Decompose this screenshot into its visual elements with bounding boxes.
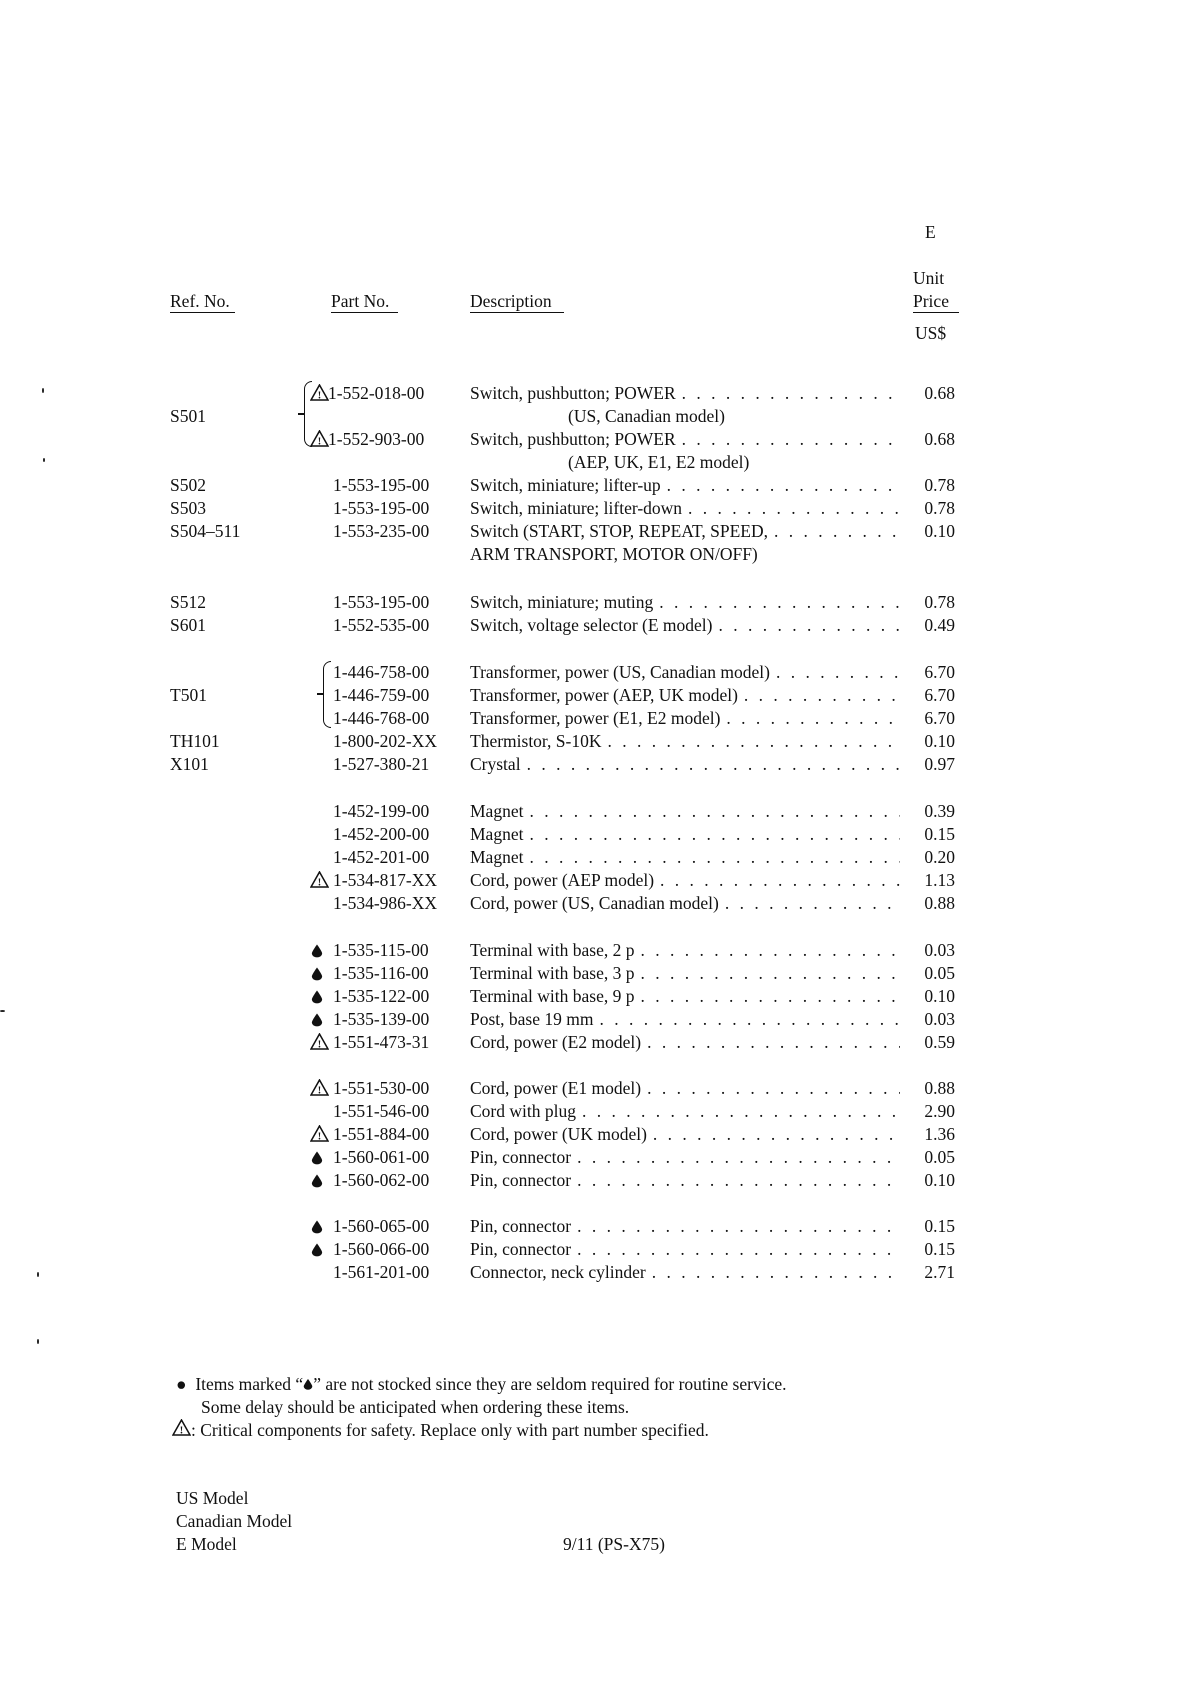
part-no: 1-552-535-00 bbox=[333, 615, 430, 635]
unit-price: 0.39 bbox=[924, 801, 955, 821]
description-text: Connector, neck cylinder bbox=[470, 1262, 646, 1282]
group-brace-tip bbox=[298, 413, 304, 415]
description-text: Switch, voltage selector (E model) bbox=[470, 615, 713, 635]
description-text: Thermistor, S-10K bbox=[470, 731, 602, 751]
part-no: 1-800-202-XX bbox=[333, 731, 438, 751]
leader-dots bbox=[641, 962, 901, 984]
ref-no: X101 bbox=[170, 754, 209, 774]
part-no: 1-535-116-00 bbox=[333, 963, 429, 983]
description-text: Switch, pushbutton; POWER bbox=[470, 383, 676, 403]
description bbox=[470, 1169, 904, 1191]
svg-text:!: ! bbox=[317, 1039, 322, 1050]
leader-dots bbox=[667, 474, 900, 496]
description-text: Terminal with base, 3 p bbox=[470, 963, 635, 983]
ref-no-group: T501 bbox=[170, 685, 207, 705]
not-stocked-drop-icon bbox=[311, 1171, 323, 1193]
part-no: 1-452-201-00 bbox=[333, 847, 430, 867]
svg-text:!: ! bbox=[317, 877, 322, 888]
leader-dots bbox=[744, 684, 900, 706]
description bbox=[470, 869, 904, 891]
footer-model-canadian: Canadian Model bbox=[176, 1511, 293, 1531]
part-no: 1-560-065-00 bbox=[333, 1216, 430, 1236]
unit-price: 0.88 bbox=[924, 893, 955, 913]
svg-text:!: ! bbox=[317, 1131, 322, 1142]
description-text: Magnet bbox=[470, 847, 524, 867]
description bbox=[470, 1123, 904, 1145]
unit-price: 0.49 bbox=[924, 615, 955, 635]
part-no: 1-534-986-XX bbox=[333, 893, 438, 913]
group-brace-tip bbox=[317, 693, 323, 695]
unit-price: 6.70 bbox=[924, 708, 955, 728]
unit-price: 0.97 bbox=[924, 754, 955, 774]
scan-speck bbox=[42, 388, 44, 393]
unit-price: 6.70 bbox=[924, 662, 955, 682]
description-text: Switch, pushbutton; POWER bbox=[470, 429, 676, 449]
description-text: Transformer, power (E1, E2 model) bbox=[470, 708, 721, 728]
description bbox=[470, 1008, 904, 1030]
description-subline: (AEP, UK, E1, E2 model) bbox=[568, 452, 750, 472]
unit-price: 0.88 bbox=[924, 1078, 955, 1098]
leader-dots bbox=[682, 428, 900, 450]
leader-dots bbox=[577, 1146, 900, 1168]
leader-dots bbox=[577, 1238, 900, 1260]
description bbox=[470, 753, 904, 775]
unit-price: 2.90 bbox=[924, 1101, 955, 1121]
description-text: Terminal with base, 9 p bbox=[470, 986, 635, 1006]
description-text: Magnet bbox=[470, 801, 524, 821]
ref-no-group: S501 bbox=[170, 406, 206, 426]
header-description: Description bbox=[470, 290, 564, 313]
leader-dots bbox=[726, 707, 900, 729]
part-no: 1-446-758-00 bbox=[333, 662, 430, 682]
ref-no: S601 bbox=[170, 615, 206, 635]
description bbox=[470, 1100, 904, 1122]
leader-dots bbox=[659, 591, 900, 613]
description-text: Switch (START, STOP, REPEAT, SPEED, bbox=[470, 521, 769, 541]
header-unit: Unit bbox=[913, 268, 945, 288]
unit-price: 0.78 bbox=[924, 475, 955, 495]
description bbox=[470, 1031, 904, 1053]
description bbox=[470, 823, 904, 845]
unit-price: 0.78 bbox=[924, 592, 955, 612]
not-stocked-drop-icon bbox=[311, 1240, 323, 1262]
description-continuation: ARM TRANSPORT, MOTOR ON/OFF) bbox=[470, 544, 758, 564]
warning-triangle-icon bbox=[310, 1079, 329, 1101]
unit-price: 0.10 bbox=[924, 731, 955, 751]
description bbox=[470, 1077, 904, 1099]
description bbox=[470, 1215, 904, 1237]
description-text: Crystal bbox=[470, 754, 521, 774]
unit-price: 0.68 bbox=[924, 429, 955, 449]
footer-model-us: US Model bbox=[176, 1488, 249, 1508]
note-delay: Some delay should be anticipated when ordering these items. bbox=[201, 1397, 630, 1417]
group-brace bbox=[304, 381, 312, 447]
description bbox=[470, 661, 904, 683]
description bbox=[470, 520, 904, 542]
description-text: Cord, power (AEP model) bbox=[470, 870, 655, 890]
description-text: Cord with plug bbox=[470, 1101, 576, 1121]
description bbox=[470, 962, 904, 984]
note-safety bbox=[172, 1419, 709, 1441]
ref-no: TH101 bbox=[170, 731, 220, 751]
ref-no: S502 bbox=[170, 475, 206, 495]
leader-dots bbox=[660, 869, 900, 891]
description bbox=[470, 730, 904, 752]
description bbox=[470, 939, 904, 961]
unit-price: 0.15 bbox=[924, 824, 955, 844]
svg-text:!: ! bbox=[317, 1085, 322, 1096]
ref-no: S504–511 bbox=[170, 521, 241, 541]
description bbox=[470, 985, 904, 1007]
not-stocked-drop-icon bbox=[311, 1010, 323, 1032]
leader-dots bbox=[529, 846, 900, 868]
description-text: Magnet bbox=[470, 824, 524, 844]
not-stocked-drop-icon bbox=[303, 1378, 313, 1390]
part-no: 1-446-768-00 bbox=[333, 708, 430, 728]
description bbox=[470, 497, 904, 519]
description-text: Pin, connector bbox=[470, 1216, 572, 1236]
scan-speck bbox=[37, 1272, 39, 1277]
part-no: 1-551-884-00 bbox=[333, 1124, 430, 1144]
description bbox=[470, 428, 904, 450]
part-no: 1-551-530-00 bbox=[333, 1078, 430, 1098]
description-text: Post, base 19 mm bbox=[470, 1009, 594, 1029]
leader-dots bbox=[776, 661, 900, 683]
unit-price: 0.15 bbox=[924, 1239, 955, 1259]
leader-dots bbox=[688, 497, 900, 519]
unit-price: 0.78 bbox=[924, 498, 955, 518]
description-text: Pin, connector bbox=[470, 1170, 572, 1190]
part-no: 1-553-195-00 bbox=[333, 498, 430, 518]
part-no: 1-551-473-31 bbox=[333, 1032, 430, 1052]
description bbox=[470, 800, 904, 822]
footer-model-e: E Model bbox=[176, 1534, 237, 1554]
page-number: 9/11 (PS-X75) bbox=[563, 1534, 665, 1554]
unit-price: 1.36 bbox=[924, 1124, 955, 1144]
description-text: Cord, power (UK model) bbox=[470, 1124, 647, 1144]
unit-price: 0.10 bbox=[924, 986, 955, 1006]
note-safety-text: : Critical components for safety. Replace only with part number specified. bbox=[191, 1420, 709, 1440]
leader-dots bbox=[652, 1261, 900, 1283]
unit-price: 0.10 bbox=[924, 521, 955, 541]
part-no: 1-553-195-00 bbox=[333, 475, 430, 495]
part-no: 1-535-139-00 bbox=[333, 1009, 430, 1029]
page-letter: E bbox=[925, 222, 936, 242]
description-text: Switch, miniature; muting bbox=[470, 592, 654, 612]
unit-price: 0.59 bbox=[924, 1032, 955, 1052]
description-text: Cord, power (E1 model) bbox=[470, 1078, 642, 1098]
description-text: Cord, power (US, Canadian model) bbox=[470, 893, 719, 913]
description-text: Pin, connector bbox=[470, 1147, 572, 1167]
description bbox=[470, 614, 904, 636]
leader-dots bbox=[641, 985, 901, 1007]
warning-triangle-icon bbox=[172, 1419, 191, 1436]
description bbox=[470, 382, 904, 404]
leader-dots bbox=[774, 520, 900, 542]
header-price: Price bbox=[913, 290, 959, 313]
part-no: 1-560-062-00 bbox=[333, 1170, 430, 1190]
header-part-no: Part No. bbox=[331, 290, 398, 313]
part-no: 1-561-201-00 bbox=[333, 1262, 430, 1282]
part-no: 1-560-066-00 bbox=[333, 1239, 430, 1259]
part-no: 1-452-199-00 bbox=[333, 801, 430, 821]
unit-price: 0.05 bbox=[924, 1147, 955, 1167]
not-stocked-drop-icon bbox=[311, 941, 323, 963]
description-text: Transformer, power (US, Canadian model) bbox=[470, 662, 770, 682]
leader-dots bbox=[582, 1100, 900, 1122]
leader-dots bbox=[682, 382, 900, 404]
description bbox=[470, 591, 904, 613]
part-no: 1-535-122-00 bbox=[333, 986, 430, 1006]
unit-price: 0.20 bbox=[924, 847, 955, 867]
description bbox=[470, 1261, 904, 1283]
part-no: 1-534-817-XX bbox=[333, 870, 438, 890]
warning-triangle-icon bbox=[310, 871, 329, 893]
leader-dots bbox=[529, 800, 900, 822]
part-no: 1-553-195-00 bbox=[333, 592, 430, 612]
scan-speck bbox=[43, 458, 45, 462]
unit-price: 0.05 bbox=[924, 963, 955, 983]
svg-text:!: ! bbox=[317, 436, 322, 447]
note-not-stocked bbox=[176, 1373, 786, 1395]
note-text-post: ” are not stocked since they are seldom required for routine service. bbox=[313, 1374, 787, 1394]
unit-price: 0.10 bbox=[924, 1170, 955, 1190]
leader-dots bbox=[647, 1077, 900, 1099]
note-text-pre: Items marked “ bbox=[195, 1374, 304, 1394]
warning-triangle-icon bbox=[310, 1033, 329, 1055]
unit-price: 0.03 bbox=[924, 940, 955, 960]
description-text: Terminal with base, 2 p bbox=[470, 940, 635, 960]
part-no: 1-446-759-00 bbox=[333, 685, 430, 705]
bullet-icon: ● bbox=[176, 1374, 187, 1394]
ref-no: S503 bbox=[170, 498, 206, 518]
leader-dots bbox=[647, 1031, 900, 1053]
description bbox=[470, 892, 904, 914]
unit-price: 0.15 bbox=[924, 1216, 955, 1236]
group-brace bbox=[323, 661, 331, 728]
svg-text:!: ! bbox=[317, 390, 322, 401]
scan-speck bbox=[37, 1339, 39, 1344]
header-currency: US$ bbox=[915, 323, 947, 343]
unit-price: 0.68 bbox=[924, 383, 955, 403]
header-ref-no: Ref. No. bbox=[170, 290, 235, 313]
unit-price: 0.03 bbox=[924, 1009, 955, 1029]
description bbox=[470, 1146, 904, 1168]
part-no: 1-535-115-00 bbox=[333, 940, 429, 960]
leader-dots bbox=[577, 1215, 900, 1237]
description-text: Switch, miniature; lifter-up bbox=[470, 475, 661, 495]
description-text: Switch, miniature; lifter-down bbox=[470, 498, 683, 518]
description-text: Cord, power (E2 model) bbox=[470, 1032, 642, 1052]
description bbox=[470, 846, 904, 868]
leader-dots bbox=[725, 892, 900, 914]
svg-text:!: ! bbox=[179, 1425, 184, 1436]
leader-dots bbox=[599, 1008, 900, 1030]
description bbox=[470, 684, 904, 706]
unit-price: 2.71 bbox=[924, 1262, 955, 1282]
description bbox=[470, 474, 904, 496]
warning-triangle-icon bbox=[310, 384, 329, 406]
unit-price: 6.70 bbox=[924, 685, 955, 705]
leader-dots bbox=[641, 939, 901, 961]
description bbox=[470, 1238, 904, 1260]
description bbox=[470, 707, 904, 729]
not-stocked-drop-icon bbox=[311, 1148, 323, 1170]
part-no: 1-452-200-00 bbox=[333, 824, 430, 844]
part-no: 1-552-018-00 bbox=[328, 383, 425, 403]
leader-dots bbox=[608, 730, 900, 752]
description-text: Pin, connector bbox=[470, 1239, 572, 1259]
not-stocked-drop-icon bbox=[311, 964, 323, 986]
leader-dots bbox=[653, 1123, 900, 1145]
part-no: 1-552-903-00 bbox=[328, 429, 425, 449]
leader-dots bbox=[527, 753, 900, 775]
warning-triangle-icon bbox=[310, 1125, 329, 1147]
part-no: 1-527-380-21 bbox=[333, 754, 430, 774]
warning-triangle-icon bbox=[310, 430, 329, 452]
unit-price: 1.13 bbox=[924, 870, 955, 890]
scan-speck bbox=[0, 1010, 5, 1012]
leader-dots bbox=[577, 1169, 900, 1191]
not-stocked-drop-icon bbox=[311, 1217, 323, 1239]
ref-no: S512 bbox=[170, 592, 206, 612]
description-text: Transformer, power (AEP, UK model) bbox=[470, 685, 738, 705]
part-no: 1-551-546-00 bbox=[333, 1101, 430, 1121]
part-no: 1-560-061-00 bbox=[333, 1147, 430, 1167]
not-stocked-drop-icon bbox=[311, 987, 323, 1009]
leader-dots bbox=[529, 823, 900, 845]
leader-dots bbox=[719, 614, 901, 636]
part-no: 1-553-235-00 bbox=[333, 521, 430, 541]
description-subline: (US, Canadian model) bbox=[568, 406, 725, 426]
